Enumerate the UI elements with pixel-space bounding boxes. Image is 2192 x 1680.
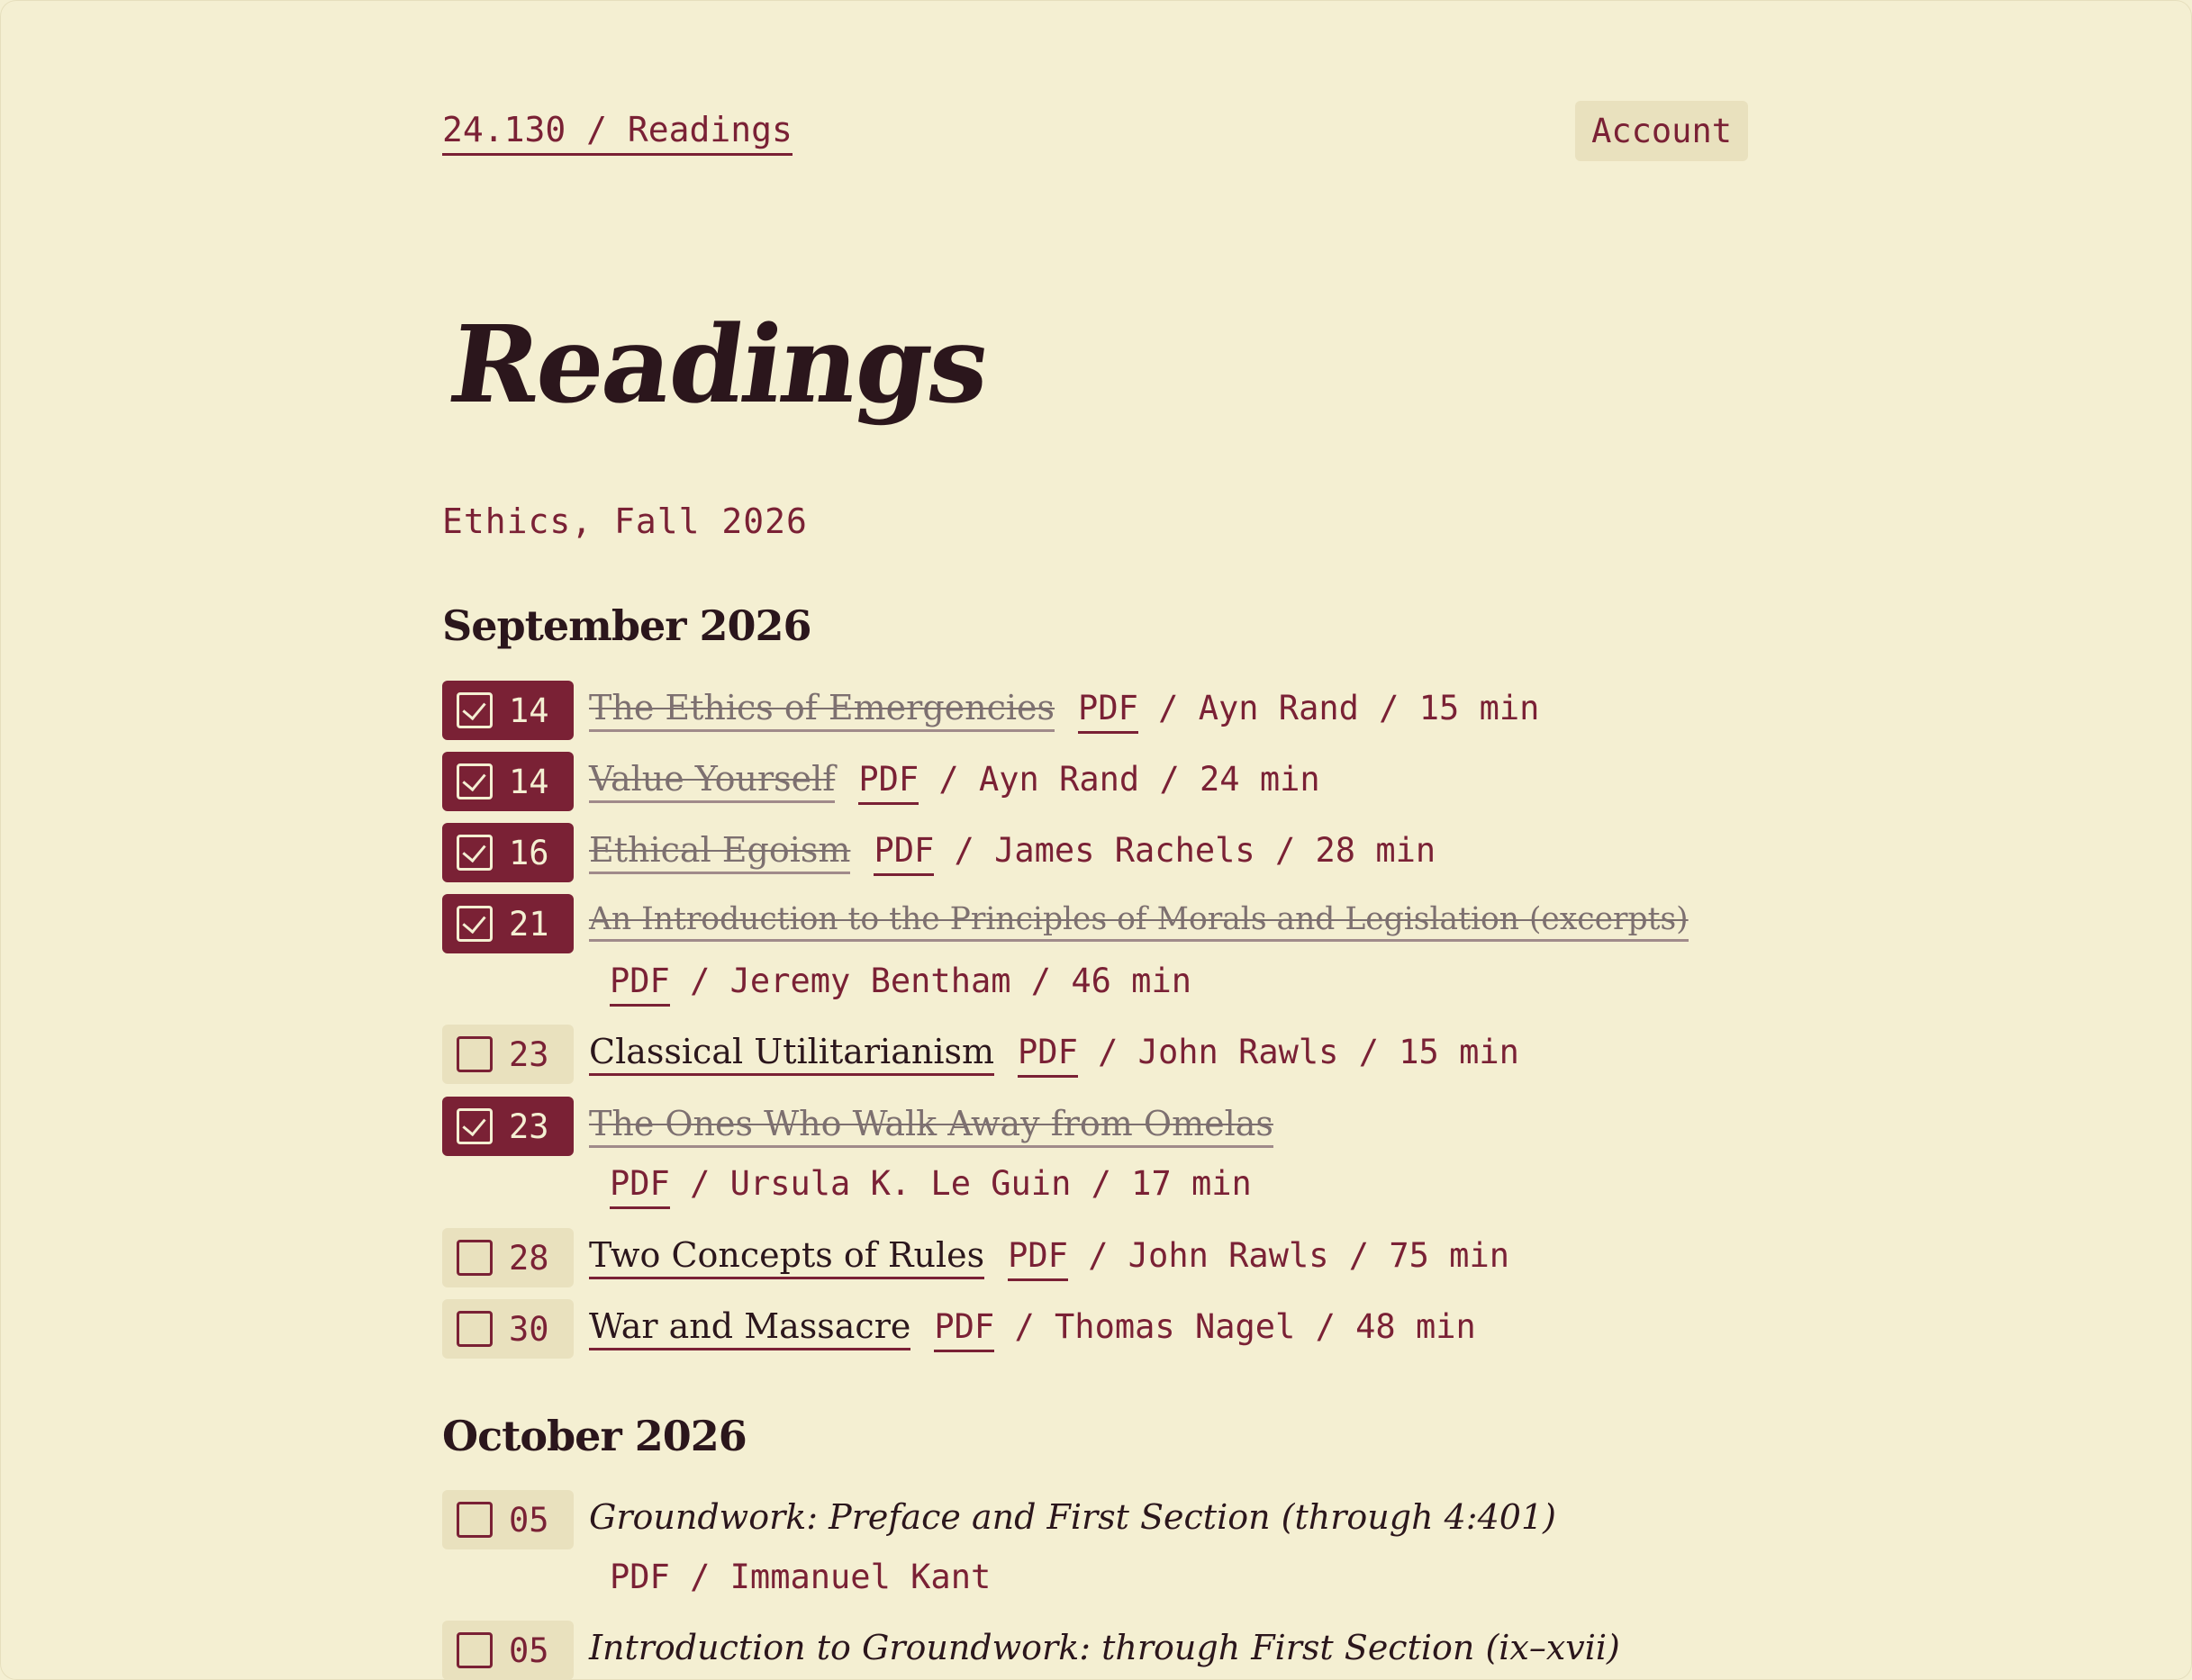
reading-day: 21	[509, 904, 549, 944]
reading-title-link[interactable]: Two Concepts of Rules	[589, 1235, 984, 1279]
checkbox-unchecked-icon	[457, 1311, 493, 1347]
reading-day: 23	[509, 1034, 549, 1074]
reading-title-link[interactable]: The Ones Who Walk Away from Omelas	[589, 1104, 1273, 1148]
checkbox-checked-icon	[457, 835, 493, 871]
reading-row	[442, 1621, 1748, 1680]
reading-meta: / Ursula K. Le Guin / 17 min	[669, 1164, 1252, 1203]
reading-row	[442, 1490, 1748, 1596]
breadcrumb[interactable]: 24.130 / Readings	[442, 110, 793, 156]
reading-meta: / John Rawls / 15 min	[1077, 1033, 1519, 1071]
checkbox-checked-icon	[457, 906, 493, 942]
reading-title: Introduction to Groundwork: through First Section (ix–xvii)	[589, 1628, 1620, 1667]
reading-checkbox[interactable]	[442, 823, 574, 882]
reading-checkbox[interactable]	[442, 1097, 574, 1156]
reading-checkbox[interactable]	[442, 1621, 574, 1680]
reading-checkbox[interactable]	[442, 1490, 574, 1549]
reading-day: 14	[509, 762, 549, 801]
reading-meta: / James Rachels / 28 min	[934, 831, 1436, 870]
reading-meta: / John Rawls / 75 min	[1067, 1236, 1510, 1275]
reading-checkbox[interactable]	[442, 681, 574, 740]
pdf-label: PDF	[610, 1558, 670, 1596]
reading-checkbox[interactable]	[442, 1025, 574, 1084]
pdf-link[interactable]: PDF	[1018, 1033, 1078, 1078]
pdf-link[interactable]: PDF	[858, 760, 919, 805]
reading-day: 05	[509, 1500, 549, 1540]
month-heading-october: October 2026	[442, 1412, 747, 1460]
checkbox-unchecked-icon	[457, 1240, 493, 1276]
reading-title-link[interactable]: The Ethics of Emergencies	[589, 688, 1055, 732]
reading-row	[442, 1097, 1748, 1203]
reading-day: 30	[509, 1309, 549, 1349]
pdf-link[interactable]: PDF	[610, 1164, 670, 1209]
checkbox-checked-icon	[457, 1108, 493, 1144]
reading-title-link[interactable]: Value Yourself	[589, 759, 835, 803]
reading-row	[442, 1228, 1748, 1287]
checkbox-checked-icon	[457, 692, 493, 728]
reading-row	[442, 1025, 1748, 1084]
reading-title: Groundwork: Preface and First Section (through 4:401)	[589, 1497, 1556, 1537]
page-title: Readings	[442, 302, 997, 427]
reading-day: 05	[509, 1630, 549, 1670]
reading-row	[442, 752, 1748, 811]
reading-row	[442, 1299, 1748, 1359]
reading-meta: / Ayn Rand / 15 min	[1137, 689, 1540, 727]
reading-checkbox[interactable]	[442, 1228, 574, 1287]
reading-meta: / Thomas Nagel / 48 min	[994, 1307, 1476, 1346]
reading-title-link[interactable]: War and Massacre	[589, 1306, 910, 1350]
checkbox-unchecked-icon	[457, 1036, 493, 1072]
reading-meta: / Immanuel Kant	[669, 1558, 992, 1596]
pdf-link[interactable]: PDF	[1078, 689, 1138, 734]
reading-checkbox[interactable]	[442, 1299, 574, 1359]
pdf-link[interactable]: PDF	[934, 1307, 994, 1352]
reading-checkbox[interactable]	[442, 752, 574, 811]
reading-row	[442, 894, 1748, 1000]
reading-meta: / Jeremy Bentham / 46 min	[669, 962, 1192, 1000]
reading-checkbox[interactable]	[442, 894, 574, 953]
checkbox-unchecked-icon	[457, 1632, 493, 1668]
reading-day: 23	[509, 1106, 549, 1146]
reading-title-link[interactable]: Classical Utilitarianism	[589, 1032, 994, 1076]
reading-day: 14	[509, 691, 549, 730]
page-subtitle: Ethics, Fall 2026	[442, 501, 808, 541]
reading-title-link[interactable]: Ethical Egoism	[589, 830, 850, 874]
checkbox-unchecked-icon	[457, 1502, 493, 1538]
reading-day: 16	[509, 833, 549, 872]
checkbox-checked-icon	[457, 763, 493, 799]
reading-day: 28	[509, 1238, 549, 1278]
reading-meta: / Ayn Rand / 24 min	[919, 760, 1320, 799]
reading-row	[442, 823, 1748, 882]
reading-title-link[interactable]: An Introduction to the Principles of Morals and Legislation (excerpts)	[589, 901, 1689, 942]
reading-row	[442, 681, 1748, 740]
pdf-link[interactable]: PDF	[610, 962, 670, 1007]
pdf-link[interactable]: PDF	[874, 831, 934, 876]
month-heading-september: September 2026	[442, 601, 811, 650]
account-button[interactable]: Account	[1575, 101, 1748, 161]
top-bar	[442, 101, 1748, 164]
pdf-link[interactable]: PDF	[1008, 1236, 1068, 1281]
